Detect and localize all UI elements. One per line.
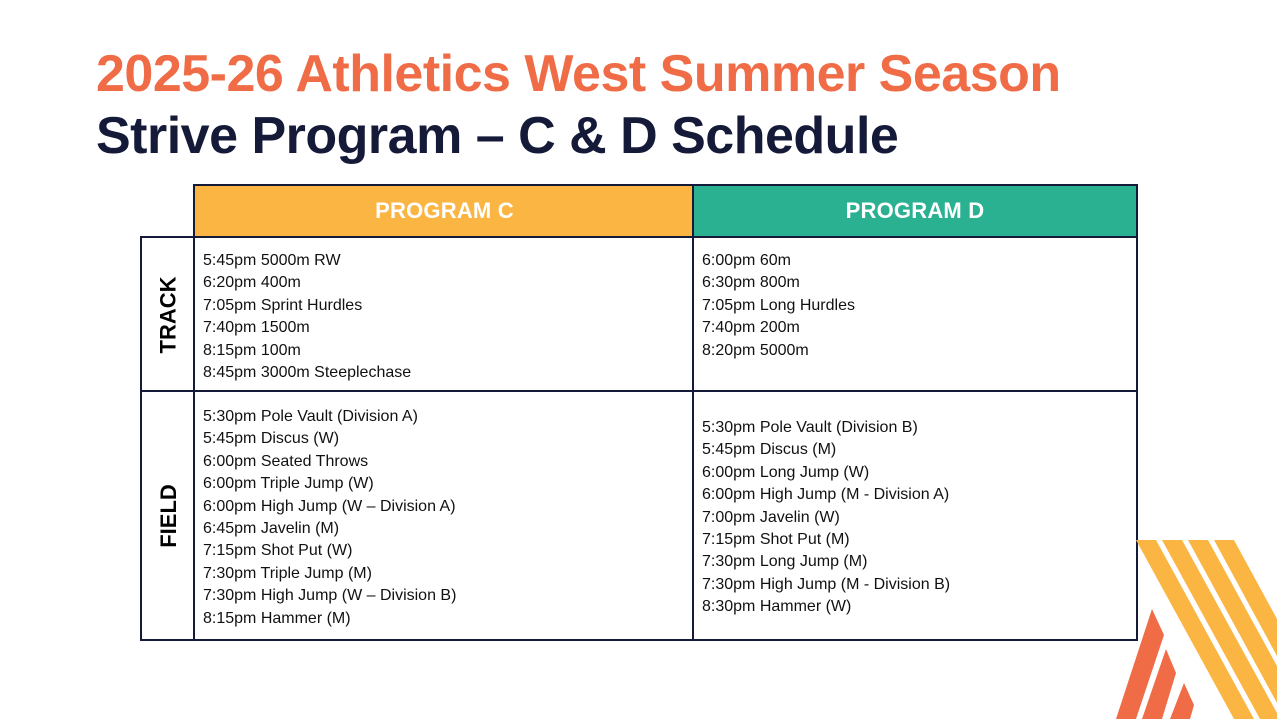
schedule-item: 6:20pm 400m bbox=[203, 274, 301, 292]
decorative-stripes bbox=[1070, 535, 1277, 719]
schedule-item: 8:15pm 100m bbox=[203, 341, 301, 359]
schedule-item: 8:20pm 5000m bbox=[702, 341, 809, 359]
program-d-header: PROGRAM D bbox=[692, 184, 1138, 238]
field-program-c-cell bbox=[193, 390, 694, 641]
schedule-item: 6:00pm 60m bbox=[702, 252, 791, 269]
schedule-item: 6:45pm Javelin (M) bbox=[203, 520, 340, 538]
schedule-item: 8:30pm Hammer (W) bbox=[702, 598, 852, 616]
schedule-item: 7:15pm Shot Put (M) bbox=[702, 531, 850, 549]
schedule-item: 7:30pm High Jump (W – Division B) bbox=[203, 587, 457, 605]
track-program-d-cell bbox=[692, 236, 1138, 392]
track-row-label bbox=[140, 236, 195, 392]
schedule-item: 6:00pm High Jump (M - Division A) bbox=[702, 486, 950, 504]
schedule-item: 7:30pm Long Jump (M) bbox=[702, 553, 868, 571]
schedule-item: 6:00pm Long Jump (W) bbox=[702, 463, 870, 481]
schedule-item: 7:30pm High Jump (M - Division B) bbox=[702, 575, 951, 593]
schedule-item: 6:00pm Seated Throws bbox=[203, 452, 369, 470]
schedule-item: 6:00pm High Jump (W – Division A) bbox=[203, 497, 456, 515]
schedule-item: 7:00pm Javelin (W) bbox=[702, 508, 840, 526]
page-subtitle: Strive Program – C & D Schedule bbox=[96, 107, 899, 165]
schedule-item: 5:45pm Discus (M) bbox=[702, 441, 837, 459]
schedule-item: 8:45pm 3000m Steeplechase bbox=[203, 364, 412, 382]
program-c-header: PROGRAM C bbox=[193, 184, 694, 238]
schedule-item: 5:30pm Pole Vault (Division A) bbox=[203, 408, 418, 425]
schedule-item: 7:30pm Triple Jump (M) bbox=[203, 564, 372, 582]
field-label-text: FIELD bbox=[155, 483, 181, 548]
schedule-item: 5:45pm 5000m RW bbox=[203, 252, 341, 269]
schedule-item: 7:15pm Shot Put (W) bbox=[203, 542, 353, 560]
page-title: 2025-26 Athletics West Summer Season bbox=[96, 45, 1061, 103]
schedule-item: 7:40pm 200m bbox=[702, 319, 800, 337]
schedule-item: 6:30pm 800m bbox=[702, 274, 800, 292]
schedule-item: 7:05pm Long Hurdles bbox=[702, 296, 855, 314]
track-label-text: TRACK bbox=[155, 276, 181, 354]
schedule-item: 7:40pm 1500m bbox=[203, 319, 310, 337]
schedule-item: 7:05pm Sprint Hurdles bbox=[203, 296, 363, 314]
schedule-item: 5:45pm Discus (W) bbox=[203, 430, 340, 448]
field-row-label bbox=[140, 390, 195, 641]
schedule-item: 5:30pm Pole Vault (Division B) bbox=[702, 419, 918, 436]
schedule-item: 8:15pm Hammer (M) bbox=[203, 609, 351, 627]
schedule-item: 6:00pm Triple Jump (W) bbox=[203, 475, 374, 493]
orange-stripes bbox=[1116, 609, 1194, 719]
track-program-c-cell bbox=[193, 236, 694, 392]
